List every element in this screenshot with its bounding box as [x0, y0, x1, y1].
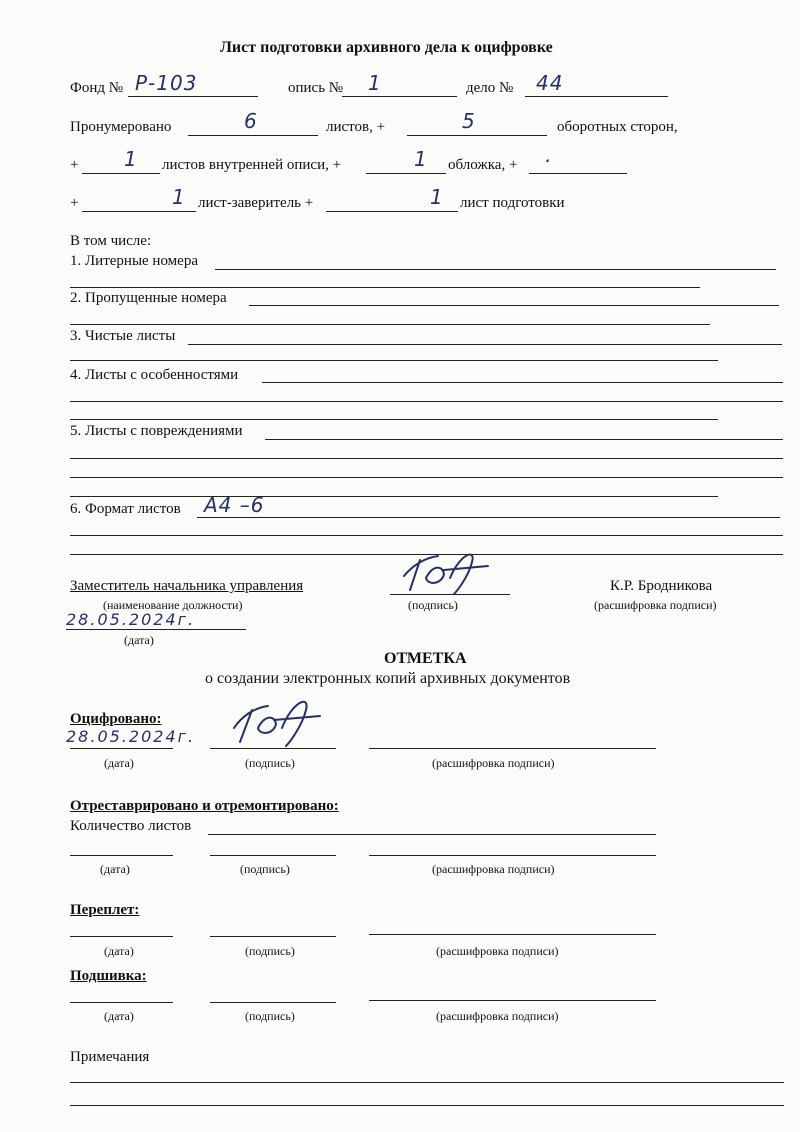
- item-5-line: [265, 439, 783, 440]
- restored-name-line: [369, 855, 656, 856]
- reverse-field-line: [407, 135, 547, 136]
- item-4-label: 4. Листы с особенностями: [70, 367, 239, 383]
- item-5-label: 5. Листы с повреждениями: [70, 423, 243, 439]
- cert-field-line: [82, 211, 196, 212]
- item-1-label: 1. Литерные номера: [70, 253, 198, 269]
- cover-label: обложка, +: [448, 157, 518, 173]
- stitching-label: Подшивка:: [70, 968, 147, 984]
- item-2-label: 2. Пропущенные номера: [70, 290, 227, 306]
- item-4-line-3: [70, 419, 718, 420]
- mark-heading: ОТМЕТКА: [384, 650, 467, 667]
- item-1-line: [215, 269, 776, 270]
- restored-count-label: Количество листов: [70, 818, 192, 834]
- numbered-label: Пронумеровано: [70, 119, 172, 135]
- restored-signature-line: [210, 855, 336, 856]
- cert-plus: +: [70, 195, 79, 211]
- digitized-date-caption: (дата): [104, 756, 134, 770]
- digitized-date-line: [70, 748, 173, 749]
- inner-label: листов внутренней описи, +: [162, 157, 342, 173]
- restored-label: Отреставрировано и отремонтировано:: [70, 798, 339, 814]
- opis-field-line: [342, 96, 457, 97]
- cover-value: 1: [414, 147, 428, 171]
- approval-date-caption: (дата): [124, 633, 154, 647]
- cert-label: лист-заверитель +: [198, 195, 314, 211]
- item-3-label: 3. Чистые листы: [70, 328, 176, 344]
- restored-date-line: [70, 855, 173, 856]
- approval-date-value: 28.05.2024г.: [66, 610, 196, 629]
- inner-plus: +: [70, 157, 79, 173]
- approval-position: Заместитель начальника управления: [70, 578, 304, 594]
- item-4-line-2: [70, 401, 783, 402]
- item-5-line-4: [70, 496, 718, 497]
- item-6-line: [197, 517, 780, 518]
- notes-line-2: [70, 1105, 784, 1106]
- digitized-signature-caption: (подпись): [245, 756, 295, 770]
- stitching-name-caption: (расшифровка подписи): [436, 1009, 559, 1023]
- cover-field-line: [366, 173, 446, 174]
- opis-label: опись №: [288, 80, 344, 96]
- item-6-label: 6. Формат листов: [70, 501, 181, 517]
- stitching-signature-caption: (подпись): [245, 1009, 295, 1023]
- approval-name: К.Р. Бродникова: [610, 578, 713, 594]
- digitized-name-caption: (расшифровка подписи): [432, 756, 555, 770]
- digitized-label: Оцифровано:: [70, 711, 162, 727]
- prep-value: 1: [430, 185, 444, 209]
- item-5-line-2: [70, 458, 783, 459]
- notes-line-1: [70, 1082, 784, 1083]
- sheets-label: листов, +: [326, 119, 386, 135]
- digitized-name-line: [369, 748, 656, 749]
- item-3-line-2: [70, 360, 718, 361]
- sheets-field-line: [188, 135, 318, 136]
- mark-subheading: о создании электронных копий архивных документов: [205, 670, 571, 687]
- restored-name-caption: (расшифровка подписи): [432, 862, 555, 876]
- binding-signature-line: [210, 936, 336, 937]
- binding-date-line: [70, 936, 173, 937]
- format-value: А4 –6: [204, 493, 265, 517]
- item-2-line-2: [70, 324, 710, 325]
- sheets-value: 6: [244, 109, 258, 133]
- fond-field-line: [128, 96, 258, 97]
- delo-value: 44: [536, 71, 564, 95]
- item-1-line-2: [70, 287, 700, 288]
- restored-date-caption: (дата): [100, 862, 130, 876]
- item-4-line: [262, 382, 783, 383]
- item-2-line: [249, 305, 779, 306]
- inner-field-line: [82, 173, 160, 174]
- prep-field-line: [326, 211, 458, 212]
- prep-label: лист подготовки: [460, 195, 565, 211]
- details-heading: В том числе:: [70, 233, 152, 249]
- item-3-line: [188, 344, 782, 345]
- digitized-signature: [228, 694, 328, 749]
- delo-field-line: [525, 96, 668, 97]
- extra-value: ·: [544, 149, 552, 173]
- approval-name-caption: (расшифровка подписи): [594, 598, 717, 612]
- fond-value: Р-103: [135, 71, 198, 95]
- reverse-label: оборотных сторон,: [557, 119, 678, 135]
- binding-date-caption: (дата): [104, 944, 134, 958]
- notes-label: Примечания: [70, 1049, 150, 1065]
- extra-field-line: [529, 173, 627, 174]
- digitized-date-value: 28.05.2024г.: [66, 727, 196, 746]
- stitching-signature-line: [210, 1002, 336, 1003]
- binding-name-caption: (расшифровка подписи): [436, 944, 559, 958]
- cert-value: 1: [172, 185, 186, 209]
- opis-value: 1: [368, 71, 382, 95]
- item-5-line-3: [70, 477, 783, 478]
- page-title: Лист подготовки архивного дела к оцифровке: [220, 39, 553, 56]
- binding-signature-caption: (подпись): [245, 944, 295, 958]
- approval-position-caption: (наименование должности): [103, 598, 243, 612]
- restored-count-line: [208, 834, 656, 835]
- inner-value: 1: [124, 147, 138, 171]
- approval-date-line: [66, 629, 246, 630]
- stitching-date-caption: (дата): [104, 1009, 134, 1023]
- restored-signature-caption: (подпись): [240, 862, 290, 876]
- reverse-value: 5: [462, 109, 476, 133]
- fond-label: Фонд №: [70, 80, 124, 96]
- delo-label: дело №: [466, 80, 514, 96]
- binding-name-line: [369, 934, 656, 935]
- binding-label: Переплет:: [70, 902, 140, 918]
- item-6-line-2: [70, 535, 783, 536]
- stitching-date-line: [70, 1002, 173, 1003]
- approval-signature-caption: (подпись): [408, 598, 458, 612]
- stitching-name-line: [369, 1000, 656, 1001]
- approval-signature: [398, 548, 498, 598]
